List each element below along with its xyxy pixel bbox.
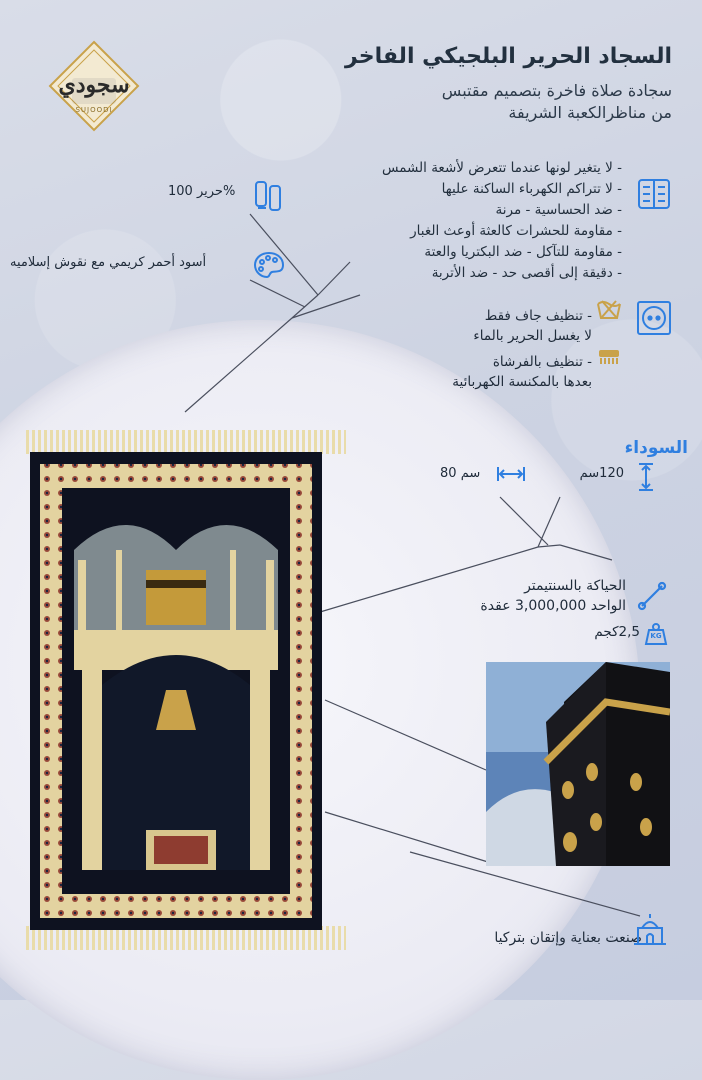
- kaaba-photo: [486, 662, 670, 866]
- feature-item: - مقاومة للتآكل - ضد البكتريا والعتة: [424, 244, 622, 260]
- no-wash-icon: [596, 298, 622, 324]
- weight-icon-text: KG: [650, 632, 662, 640]
- knots-text: [396, 576, 626, 616]
- material-label: حرير 100%: [168, 184, 236, 199]
- feature-item: - ضد الحساسية - مرنة: [495, 202, 622, 218]
- brush-clean-line-2: بعدها بالمكنسة الكهربائية: [452, 374, 592, 390]
- brush-clean-text: [332, 352, 592, 392]
- dryer-icon: [636, 300, 672, 340]
- brush-clean-line-1: - تنظيف بالفرشاة: [492, 354, 592, 370]
- knots-line-1: الحياكة بالسنتيمتر: [524, 578, 626, 594]
- length-label: 120سم: [579, 466, 624, 481]
- weight-icon: [644, 622, 668, 646]
- colors-label: أسود أحمر كريمي مع نقوش إسلاميه: [10, 255, 207, 270]
- width-label: 80 سم: [440, 466, 481, 481]
- brush-icon: [596, 346, 622, 372]
- page-subtitle: [292, 80, 672, 124]
- knots-line-2: الواحد 3,000,000 عقدة: [480, 598, 626, 614]
- dry-clean-text: [332, 306, 592, 346]
- subtitle-line-1: سجادة صلاة فاخرة بتصميم مقتبس: [441, 81, 672, 100]
- color-name-label: السوداء: [624, 438, 688, 458]
- dry-clean-line-2: لا يغسل الحرير بالماء: [473, 328, 592, 344]
- feature-item: - لا تتراكم الكهرباء الساكنة عليها: [441, 181, 622, 197]
- mosque-icon: [632, 912, 668, 952]
- width-arrows-icon: [496, 464, 526, 488]
- feature-item: - مقاومة للحشرات كالعثة أوعث الغبار: [410, 223, 622, 239]
- palette-icon: [252, 250, 286, 284]
- feature-item: - لا يتغير لونها عندما تتعرض لأشعة الشمس: [381, 160, 622, 176]
- feature-item: - دقيقة إلى أقصى حد - ضد الأتربة: [431, 265, 622, 281]
- logo-subtext: SUJOODI: [75, 106, 113, 114]
- needle-icon: [636, 580, 668, 616]
- subtitle-line-2: من مناظرالكعبة الشريفة: [508, 103, 672, 122]
- page-title: السجاد الحرير البلجيكي الفاخر: [345, 44, 672, 69]
- weight-label: 2,5كجم: [594, 624, 640, 640]
- height-arrows-icon: [636, 462, 656, 496]
- prayer-rug-image: [26, 430, 346, 950]
- logo-text: سجودي: [58, 72, 130, 98]
- fabric-roll-icon: [252, 178, 286, 216]
- dry-clean-line-1: - تنظيف جاف فقط: [484, 308, 592, 324]
- features-panel-icon: [636, 176, 672, 216]
- made-in-label: صنعت بعناية وإتقان بتركيا: [494, 930, 642, 946]
- brand-logo: [48, 40, 140, 132]
- features-list: [292, 158, 622, 284]
